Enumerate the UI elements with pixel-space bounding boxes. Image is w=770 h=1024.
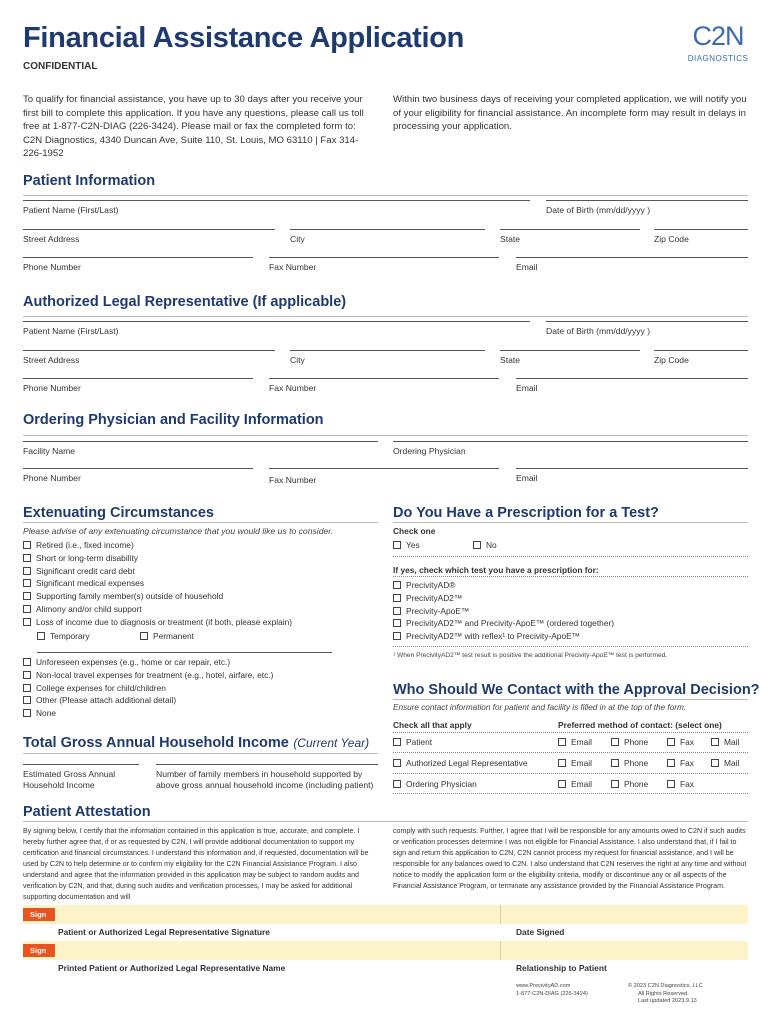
checkbox-icon[interactable] bbox=[611, 780, 619, 788]
checkbox-icon[interactable] bbox=[393, 594, 401, 602]
checkbox-icon[interactable] bbox=[23, 658, 31, 666]
rep-city-field[interactable]: City bbox=[290, 355, 305, 365]
line bbox=[654, 350, 748, 351]
option-label: PrecivityAD® bbox=[406, 580, 456, 590]
option-label: None bbox=[36, 708, 57, 719]
option-label: Fax bbox=[680, 758, 694, 768]
physician-heading: Ordering Physician and Facility Information bbox=[23, 412, 324, 428]
dotted-divider bbox=[393, 773, 748, 774]
checkbox-patient-phone[interactable] bbox=[611, 736, 648, 749]
checkbox-icon[interactable] bbox=[23, 696, 31, 704]
sign-tag: Sign bbox=[23, 908, 55, 921]
line bbox=[290, 350, 485, 351]
checkbox-icon[interactable] bbox=[23, 618, 31, 626]
footer-site: www.PrecivityAD.com bbox=[516, 983, 571, 989]
divider bbox=[393, 699, 748, 700]
patient-name-line bbox=[23, 200, 530, 201]
checkbox-icon[interactable] bbox=[667, 780, 675, 788]
divider bbox=[23, 435, 748, 436]
checkbox-precivityad[interactable] bbox=[393, 579, 614, 592]
checkbox-alimony[interactable] bbox=[23, 603, 292, 616]
attestation-heading: Patient Attestation bbox=[23, 804, 151, 820]
option-label: Email bbox=[571, 779, 592, 789]
check-one-label: Check one bbox=[393, 526, 436, 536]
relationship-label: Relationship to Patient bbox=[516, 963, 607, 973]
option-label: Significant credit card debt bbox=[36, 565, 135, 576]
which-test-label: If yes, check which test you have a prescription for: bbox=[393, 565, 599, 575]
footer-copyright: © 2023 C2N Diagnostics, LLC bbox=[628, 983, 703, 989]
checkbox-patient-email[interactable] bbox=[558, 736, 592, 749]
line bbox=[269, 378, 499, 379]
rep-dob-field[interactable]: Date of Birth (mm/dd/yyyy ) bbox=[546, 326, 651, 336]
option-label: Authorized Legal Representative bbox=[406, 758, 528, 768]
dotted-divider bbox=[393, 576, 748, 577]
dotted-divider bbox=[393, 556, 748, 557]
line bbox=[269, 468, 499, 469]
footer-phone: 1-877-C2N-DIAG (226-3424) bbox=[516, 990, 588, 997]
option-label: Phone bbox=[624, 779, 649, 789]
checkbox-none[interactable] bbox=[23, 707, 273, 720]
option-label: Fax bbox=[680, 737, 694, 747]
household-members-field[interactable]: Number of family members in household supported by above gross annual household income (including patient) bbox=[156, 769, 374, 790]
extenuating-list-b bbox=[23, 656, 273, 720]
checkbox-other[interactable] bbox=[23, 694, 273, 707]
line bbox=[393, 441, 748, 442]
footer-updated: Last updated 2023.9.13 bbox=[638, 998, 697, 1004]
signature-label: Patient or Authorized Legal Representative Signature bbox=[58, 927, 270, 937]
prescription-heading: Do You Have a Prescription for a Test? bbox=[393, 505, 659, 521]
checkbox-icon[interactable] bbox=[667, 759, 675, 767]
rep-heading: Authorized Legal Representative (If applicable) bbox=[23, 294, 347, 310]
gross-income-field[interactable]: Estimated Gross Annual Household Income bbox=[23, 769, 116, 790]
checkbox-icon[interactable] bbox=[393, 541, 401, 549]
patient-fax-field[interactable]: Fax Number bbox=[269, 262, 317, 272]
income-heading-suffix: (Current Year) bbox=[293, 736, 370, 750]
checkbox-supporting-family[interactable] bbox=[23, 590, 292, 603]
checkbox-retired[interactable] bbox=[23, 539, 292, 552]
logo-main-text: C2N bbox=[692, 21, 744, 51]
checkbox-patient-fax[interactable] bbox=[667, 736, 694, 749]
option-label: Precivity-ApoE™ bbox=[406, 605, 470, 616]
patient-email-field[interactable]: Email bbox=[516, 262, 538, 272]
checkbox-icon[interactable] bbox=[711, 738, 719, 746]
rep-state-field[interactable]: State bbox=[500, 355, 521, 365]
intro-right: Within two business days of receiving your completed application, we will notify you of your eligibility for financial assistance. An incomplete form may result in delays in processing your application. bbox=[393, 94, 747, 132]
line bbox=[269, 257, 499, 258]
checkbox-icon[interactable] bbox=[473, 541, 481, 549]
option-label: Significant medical expenses bbox=[36, 578, 145, 589]
confidential-label: CONFIDENTIAL bbox=[23, 61, 98, 72]
line bbox=[516, 468, 748, 469]
printed-name-input[interactable] bbox=[23, 941, 748, 960]
checkbox-icon[interactable] bbox=[558, 738, 566, 746]
rep-name-field[interactable]: Patient Name (First/Last) bbox=[23, 326, 119, 336]
option-label: Phone bbox=[624, 737, 649, 747]
footer-legal bbox=[628, 983, 703, 1006]
checkbox-icon[interactable] bbox=[23, 671, 31, 679]
checkbox-icon[interactable] bbox=[393, 581, 401, 589]
patient-name-field[interactable]: Patient Name (First/Last) bbox=[23, 205, 119, 215]
option-label: Permanent bbox=[153, 631, 194, 641]
attestation-left: By signing below, I certify that the information contained in this application is true, accurate, and complete. I hereby further agree that, if or as requested by C2N, I will provide additional documentation to support my certification and financial circumstances. I understand this information and, if requested, documentation will be used by C2N to help determine or to confirm my eligibility for the C2N Financial Assistance Program. I also understand and agree that the information provided in this application may be subject to random audits and verification by C2N, and that, during such audits and verification processes, I may be asked for additional supporting documentation and will bbox=[23, 827, 369, 901]
checkbox-physician-phone[interactable] bbox=[611, 778, 648, 791]
dotted-divider bbox=[393, 646, 748, 647]
checkbox-disability[interactable] bbox=[23, 552, 292, 565]
rep-fax-field[interactable]: Fax Number bbox=[269, 383, 317, 393]
checkbox-icon[interactable] bbox=[23, 605, 31, 613]
ordering-physician-field[interactable]: Ordering Physician bbox=[393, 446, 466, 456]
dotted-divider bbox=[393, 793, 748, 794]
checkbox-icon[interactable] bbox=[611, 759, 619, 767]
checkbox-icon[interactable] bbox=[23, 541, 31, 549]
option-label: Email bbox=[571, 758, 592, 768]
gross-income-line[interactable] bbox=[23, 764, 139, 765]
printed-name-label: Printed Patient or Authorized Legal Representative Name bbox=[58, 963, 286, 973]
checkbox-rep-phone[interactable] bbox=[611, 757, 648, 770]
option-label: Temporary bbox=[50, 631, 90, 641]
patient-street-field[interactable]: Street Address bbox=[23, 234, 80, 244]
checkbox-contact-physician[interactable] bbox=[393, 778, 477, 791]
rep-phone-field[interactable]: Phone Number bbox=[23, 383, 81, 393]
checkbox-icon[interactable] bbox=[23, 567, 31, 575]
checkbox-physician-fax[interactable] bbox=[667, 778, 694, 791]
intro-left: To qualify for financial assistance, you have up to 30 days after you receive your first bill to complete this application. If you have any questions, please call us toll free at 1-877-C2N-DIAG (226-3424). Please mail or fax the completed form to: C2N Diagnostics, 4340 Duncan Ave, Suite 110, St. Louis, MO 63110 | Fax 314-226-1952 bbox=[23, 94, 364, 159]
extenuating-list-a bbox=[23, 539, 292, 629]
household-members-line[interactable] bbox=[156, 764, 378, 765]
patient-dob-line bbox=[546, 200, 748, 201]
option-label: PrecivityAD2™ bbox=[406, 592, 463, 603]
preferred-method-label: Preferred method of contact: (select one) bbox=[558, 720, 722, 730]
divider bbox=[393, 522, 748, 523]
patient-state-field[interactable]: State bbox=[500, 234, 521, 244]
line bbox=[654, 229, 748, 230]
option-label: No bbox=[486, 540, 497, 550]
reflex-footnote: ¹ When PrecivityAD2™ test result is positive the additional Precivity-ApoE™ test is performed. bbox=[393, 652, 668, 659]
checkbox-precivity-apoe[interactable] bbox=[393, 605, 614, 618]
option-label: Supporting family member(s) outside of household bbox=[36, 591, 224, 602]
checkbox-loss-of-income[interactable] bbox=[23, 616, 292, 629]
patient-phone-field[interactable]: Phone Number bbox=[23, 262, 81, 272]
income-heading-wrap bbox=[23, 734, 369, 752]
logo-sub-text: DIAGNOSTICS bbox=[687, 54, 749, 63]
checkbox-icon[interactable] bbox=[23, 684, 31, 692]
checkbox-ad2-and-apoe[interactable] bbox=[393, 617, 614, 630]
option-label: Loss of income due to diagnosis or treatment (if both, please explain) bbox=[36, 616, 293, 627]
checkbox-unforeseen[interactable] bbox=[23, 656, 273, 669]
facility-name-field[interactable]: Facility Name bbox=[23, 446, 76, 456]
sign-tag: Sign bbox=[23, 944, 55, 957]
patient-zip-field[interactable]: Zip Code bbox=[654, 234, 689, 244]
checkbox-medical-expenses[interactable] bbox=[23, 577, 292, 590]
checkbox-icon[interactable] bbox=[23, 579, 31, 587]
line bbox=[516, 378, 748, 379]
checkbox-precivityad2[interactable] bbox=[393, 592, 614, 605]
date-signed-label: Date Signed bbox=[516, 927, 565, 937]
checkbox-icon[interactable] bbox=[23, 554, 31, 562]
divider bbox=[23, 821, 748, 822]
contact-instruction: Ensure contact information for patient and facility is filled in at the top of the form. bbox=[393, 703, 687, 712]
line bbox=[23, 321, 530, 322]
line bbox=[516, 257, 748, 258]
line bbox=[23, 350, 275, 351]
extenuating-instruction: Please advise of any extenuating circumstance that you would like us to consider. bbox=[23, 526, 334, 536]
checkbox-icon[interactable] bbox=[393, 619, 401, 627]
rep-zip-field[interactable]: Zip Code bbox=[654, 355, 689, 365]
checkbox-no[interactable] bbox=[473, 539, 497, 552]
attestation-right: comply with such requests. Further, I agree that I will be responsible for any amounts owed to C2N if such audits or verification processes determine I was not eligible for Financial Assistance. I also understand that, if I fail to sign and return this application to C2N, C2N cannot process my request for financial assistance, and I will be responsible for any balances owed to C2N. I also understand that C2N reserves the right at any time and without notice to modify the application form or the eligibility criteria, modify or discontinue any or all aspects of the Financial Assistance Program, or terminate any assistance provided by the Financial Assistance Program. bbox=[393, 827, 747, 890]
option-label: Patient bbox=[406, 737, 433, 747]
checkbox-credit-card-debt[interactable] bbox=[23, 565, 292, 578]
divider bbox=[23, 522, 378, 523]
checkbox-permanent[interactable] bbox=[140, 630, 194, 643]
option-label: Unforeseen expenses (e.g., home or car repair, etc.) bbox=[36, 657, 231, 667]
checkbox-rep-email[interactable] bbox=[558, 757, 592, 770]
contact-heading: Who Should We Contact with the Approval Decision? bbox=[393, 682, 760, 698]
check-all-label: Check all that apply bbox=[393, 720, 472, 730]
option-label: Email bbox=[571, 737, 592, 747]
option-label: College expenses for child/children bbox=[36, 682, 166, 693]
checkbox-travel[interactable] bbox=[23, 669, 273, 682]
line bbox=[23, 468, 253, 469]
checkbox-contact-patient[interactable] bbox=[393, 736, 432, 749]
test-list bbox=[393, 579, 614, 643]
option-label: Mail bbox=[724, 758, 740, 768]
explain-line[interactable] bbox=[37, 652, 332, 653]
checkbox-icon[interactable] bbox=[558, 780, 566, 788]
option-label: Retired (i.e., fixed income) bbox=[36, 540, 134, 550]
physician-fax-field[interactable]: Fax Number bbox=[269, 475, 317, 485]
checkbox-icon[interactable] bbox=[393, 632, 401, 640]
line bbox=[23, 441, 378, 442]
checkbox-rep-fax[interactable] bbox=[667, 757, 694, 770]
line bbox=[23, 229, 275, 230]
physician-email-field[interactable]: Email bbox=[516, 473, 538, 483]
option-label: PrecivityAD2™ with reflex¹ to Precivity-ApoE™ bbox=[406, 631, 581, 642]
checkbox-college[interactable] bbox=[23, 682, 273, 695]
checkbox-contact-rep[interactable] bbox=[393, 757, 528, 770]
checkbox-rep-mail[interactable] bbox=[711, 757, 739, 770]
option-label: Short or long-term disability bbox=[36, 552, 138, 563]
checkbox-yes[interactable] bbox=[393, 539, 420, 552]
checkbox-icon[interactable] bbox=[37, 632, 45, 640]
patient-dob-field[interactable]: Date of Birth (mm/dd/yyyy ) bbox=[546, 205, 651, 215]
checkbox-icon[interactable] bbox=[23, 709, 31, 717]
option-label: Ordering Physician bbox=[406, 779, 477, 789]
patient-city-field[interactable]: City bbox=[290, 234, 305, 244]
line bbox=[500, 350, 640, 351]
checkbox-patient-mail[interactable] bbox=[711, 736, 739, 749]
option-label: PrecivityAD2™ and Precivity-ApoE™ (ordered together) bbox=[406, 618, 615, 629]
page-title: Financial Assistance Application bbox=[23, 22, 465, 54]
checkbox-icon[interactable] bbox=[393, 607, 401, 615]
checkbox-icon[interactable] bbox=[393, 759, 401, 767]
option-label: Phone bbox=[624, 758, 649, 768]
rep-email-field[interactable]: Email bbox=[516, 383, 538, 393]
line bbox=[500, 229, 640, 230]
option-label: Alimony and/or child support bbox=[36, 603, 142, 614]
option-label: Mail bbox=[724, 737, 740, 747]
checkbox-temporary[interactable] bbox=[37, 630, 90, 643]
patient-info-heading: Patient Information bbox=[23, 173, 156, 189]
divider bbox=[23, 195, 748, 196]
checkbox-icon[interactable] bbox=[393, 780, 401, 788]
checkbox-icon[interactable] bbox=[140, 632, 148, 640]
divider bbox=[23, 753, 378, 754]
checkbox-ad2-with-reflex[interactable] bbox=[393, 630, 614, 643]
footer-contact bbox=[516, 983, 588, 998]
line bbox=[23, 257, 253, 258]
line bbox=[546, 321, 748, 322]
checkbox-icon[interactable] bbox=[667, 738, 675, 746]
sign-separator bbox=[500, 941, 501, 960]
option-label: Fax bbox=[680, 779, 694, 789]
checkbox-physician-email[interactable] bbox=[558, 778, 592, 791]
checkbox-icon[interactable] bbox=[711, 759, 719, 767]
checkbox-icon[interactable] bbox=[611, 738, 619, 746]
divider bbox=[23, 316, 748, 317]
signature-input[interactable] bbox=[23, 905, 748, 924]
sign-separator bbox=[500, 905, 501, 924]
checkbox-icon[interactable] bbox=[558, 759, 566, 767]
rep-street-field[interactable]: Street Address bbox=[23, 355, 80, 365]
option-label: Non-local travel expenses for treatment (e.g., hotel, airfare, etc.) bbox=[36, 669, 274, 680]
option-label: Yes bbox=[406, 540, 420, 550]
dotted-divider bbox=[393, 752, 748, 753]
option-label: Other (Please attach additional detail) bbox=[36, 695, 177, 706]
footer-rights: All Rights Reserved. bbox=[638, 990, 689, 997]
checkbox-icon[interactable] bbox=[23, 592, 31, 600]
line bbox=[290, 229, 485, 230]
checkbox-icon[interactable] bbox=[393, 738, 401, 746]
physician-phone-field[interactable]: Phone Number bbox=[23, 473, 81, 483]
c2n-logo bbox=[683, 22, 753, 68]
extenuating-heading: Extenuating Circumstances bbox=[23, 505, 214, 521]
line bbox=[23, 378, 253, 379]
income-heading: Total Gross Annual Household Income bbox=[23, 735, 289, 751]
dotted-divider bbox=[393, 732, 748, 733]
